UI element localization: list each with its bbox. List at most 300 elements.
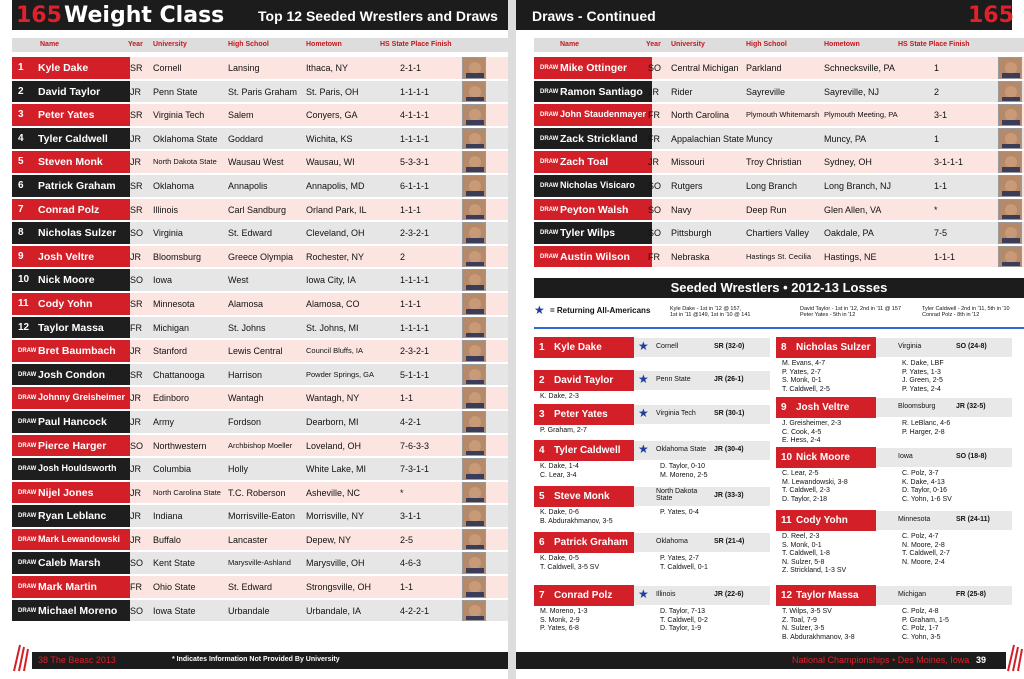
university-cell: Appalachian State xyxy=(671,133,745,144)
hometown-cell: Cleveland, OH xyxy=(306,228,365,239)
wrestler-photo xyxy=(462,151,486,173)
seed-label: 7 xyxy=(18,203,24,215)
loss-name-tab xyxy=(534,337,634,358)
seed-label: DRAW xyxy=(18,442,37,449)
loss-info xyxy=(876,398,1012,417)
loss-entry: M. Moreno, 2-5 xyxy=(660,471,708,479)
year-cell: JR xyxy=(130,86,141,97)
wrestler-photo xyxy=(998,128,1022,150)
wrestler-photo xyxy=(462,482,486,504)
seed-label: DRAW xyxy=(18,489,37,496)
university-cell: Virginia Tech xyxy=(153,110,205,121)
photo-body xyxy=(466,498,484,504)
loss-info xyxy=(876,511,1012,530)
hometown-cell: Strongsville, OH xyxy=(306,582,372,593)
table-row xyxy=(12,103,508,127)
loss-university: Minnesota xyxy=(898,516,931,523)
loss-entry: D. Taylor, 0-10 xyxy=(660,463,706,470)
wrestler-name: Kyle Dake xyxy=(38,62,89,74)
seed-label: 10 xyxy=(18,274,30,286)
loss-list xyxy=(660,463,707,480)
university-cell: North Dakota State xyxy=(153,157,217,167)
wrestler-name: Zach Toal xyxy=(560,156,609,169)
table-row xyxy=(12,434,508,458)
loss-list xyxy=(660,608,708,634)
table-row xyxy=(12,457,508,481)
high-school-cell: St. Johns xyxy=(228,322,266,333)
col-finish: HS State Place Finish xyxy=(898,41,970,48)
table-row xyxy=(12,551,508,575)
loss-name: Nicholas Sulzer xyxy=(796,342,871,353)
wrestler-name: Josh Houldsworth xyxy=(38,463,117,474)
loss-list xyxy=(902,470,952,504)
wrestler-name: Pierce Harger xyxy=(38,439,107,452)
loss-seed: 5 xyxy=(539,491,545,502)
loss-university: Cornell xyxy=(656,343,679,350)
wrestler-photo xyxy=(998,199,1022,221)
high-school-cell: Plymouth Whitemarsh xyxy=(746,110,820,120)
col-high-school: High School xyxy=(746,41,787,48)
seed-label: 5 xyxy=(18,156,24,168)
right-column-headers xyxy=(534,38,1024,52)
loss-entry: Z. Strickland, 1-3 SV xyxy=(782,567,847,575)
hometown-cell: Morrisville, NY xyxy=(306,511,365,522)
loss-info xyxy=(876,338,1012,357)
photo-body xyxy=(466,545,484,551)
high-school-cell: Chartiers Valley xyxy=(746,228,809,239)
loss-entry: C. Lear, 2-5 xyxy=(782,470,819,477)
year-cell: JR xyxy=(130,251,141,262)
table-row xyxy=(12,198,508,222)
university-cell: Iowa State xyxy=(153,605,196,616)
table-row xyxy=(12,316,508,340)
university-cell: Stanford xyxy=(153,346,188,357)
high-school-cell: Harrison xyxy=(228,369,263,380)
finish-cell: 1-1-1-1 xyxy=(400,275,430,286)
wrestler-name: Mark Martin xyxy=(38,581,97,594)
year-cell: FR xyxy=(648,110,660,121)
seed-label: 1 xyxy=(18,62,24,73)
wrestler-photo xyxy=(462,104,486,126)
university-cell: Oklahoma xyxy=(153,180,195,191)
loss-entry: K. Dake, 4-13 xyxy=(902,478,945,486)
wrestler-name: Steven Monk xyxy=(38,156,103,169)
high-school-cell: Goddard xyxy=(228,133,264,144)
wrestler-photo xyxy=(462,552,486,574)
hometown-cell: Ithaca, NY xyxy=(306,63,349,73)
year-cell: SO xyxy=(648,180,662,191)
wrestler-photo xyxy=(462,199,486,221)
table-row xyxy=(534,198,1024,222)
year-cell: SO xyxy=(130,228,144,239)
wrestler-photo xyxy=(462,600,486,622)
right-footer xyxy=(516,652,1006,669)
loss-entry: D. Taylor, 2-18 xyxy=(782,495,828,503)
loss-seed: 8 xyxy=(781,342,787,353)
loss-entry: N. Moore, 2-4 xyxy=(902,558,945,566)
blue-divider xyxy=(534,327,1024,329)
table-row xyxy=(534,80,1024,104)
table-row xyxy=(534,245,1024,269)
photo-body xyxy=(466,356,484,362)
table-row xyxy=(12,292,508,316)
photo-body xyxy=(466,616,484,622)
loss-entry: D. Taylor, 1-9 xyxy=(660,625,702,633)
col-year: Year xyxy=(646,41,661,48)
loss-name-tab xyxy=(776,510,876,531)
loss-box xyxy=(534,486,770,507)
photo-body xyxy=(466,191,484,197)
finish-cell: 6-1-1-1 xyxy=(400,180,430,191)
hometown-cell: Conyers, GA xyxy=(306,110,358,121)
loss-list xyxy=(540,463,579,480)
loss-entry: N. Sulzer, 3-5 xyxy=(782,625,825,633)
hometown-cell: Sayreville, NJ xyxy=(824,86,880,97)
name-tab xyxy=(12,482,130,504)
finish-cell: 1-1-1 xyxy=(934,251,956,262)
name-tab xyxy=(12,175,130,197)
loss-record: FR (25-8) xyxy=(956,591,986,598)
table-row xyxy=(12,504,508,528)
loss-name-tab xyxy=(534,370,634,391)
high-school-cell: Salem xyxy=(228,110,254,121)
wrestler-photo xyxy=(462,246,486,268)
loss-entry: P. Graham, 2-7 xyxy=(540,427,587,434)
photo-body xyxy=(1002,191,1020,197)
right-page xyxy=(516,0,1024,679)
col-name: Name xyxy=(560,41,580,48)
finish-cell: 1 xyxy=(934,133,940,144)
wrestler-name: Nicholas Sulzer xyxy=(38,227,117,240)
loss-entry: K. Dake, 2-3 xyxy=(540,393,579,400)
photo-body xyxy=(466,333,484,339)
loss-name-tab xyxy=(776,337,876,358)
loss-box xyxy=(534,404,770,425)
university-cell: Northwestern xyxy=(153,440,207,451)
loss-entry: K. Dake, 0-5 xyxy=(540,555,579,562)
loss-entry: J. Green, 2-5 xyxy=(902,377,943,385)
loss-university: Bloomsburg xyxy=(898,403,936,410)
year-cell: FR xyxy=(130,322,142,333)
table-row xyxy=(12,221,508,245)
loss-list xyxy=(782,420,841,446)
loss-name: Steve Monk xyxy=(554,491,610,502)
claw-logo-icon xyxy=(1006,643,1024,673)
wrestler-name: Taylor Massa xyxy=(38,321,104,334)
loss-name: Cody Yohn xyxy=(796,515,848,526)
finish-cell: 4-2-2-1 xyxy=(400,605,430,616)
loss-university: Illinois xyxy=(656,591,676,598)
name-tab xyxy=(12,529,130,551)
wrestler-photo xyxy=(462,222,486,244)
photo-body xyxy=(466,73,484,79)
name-tab xyxy=(12,340,130,362)
finish-cell: 1-1-1 xyxy=(400,204,422,215)
table-row xyxy=(12,599,508,623)
photo-body xyxy=(1002,167,1020,173)
star-icon: ★ xyxy=(534,303,545,317)
loss-name-tab xyxy=(534,486,634,507)
hometown-cell: Plymouth Meeting, PA xyxy=(824,110,898,120)
loss-name: Josh Veltre xyxy=(796,402,850,413)
photo-body xyxy=(1002,144,1020,150)
loss-university: Iowa xyxy=(898,453,913,460)
photo-body xyxy=(466,403,484,409)
loss-box xyxy=(534,337,770,358)
loss-name-tab xyxy=(534,585,634,606)
seed-label: DRAW xyxy=(18,560,37,567)
seed-label: DRAW xyxy=(540,159,559,166)
high-school-cell: Marysville-Ashland xyxy=(228,558,291,568)
wrestler-photo xyxy=(462,81,486,103)
finish-cell: 1-1-1-1 xyxy=(400,133,430,144)
loss-info xyxy=(634,533,770,552)
table-row xyxy=(12,56,508,80)
name-tab xyxy=(12,81,130,103)
wrestler-name: Josh Veltre xyxy=(38,250,95,263)
university-cell: Chattanooga xyxy=(153,369,205,380)
loss-entry: P. Yates, 2-7 xyxy=(660,555,699,562)
university-cell: Oklahoma State xyxy=(153,133,218,144)
loss-list xyxy=(902,420,950,437)
loss-entry: C. Yohn, 1-6 SV xyxy=(902,495,952,503)
wrestler-photo xyxy=(462,128,486,150)
finish-cell: 1-1-1-1 xyxy=(400,322,430,333)
right-page-number: 39 xyxy=(976,655,987,665)
losses-title: Seeded Wrestlers • 2012-13 Losses xyxy=(534,278,1024,298)
col-name: Name xyxy=(40,41,60,48)
hometown-cell: Glen Allen, VA xyxy=(824,204,882,215)
name-tab xyxy=(12,128,130,150)
name-tab xyxy=(534,222,652,244)
finish-cell: 5-1-1-1 xyxy=(400,369,430,380)
loss-entry: M. Evans, 4-7 xyxy=(782,360,826,367)
high-school-cell: Troy Christian xyxy=(746,157,802,168)
hometown-cell: Depew, NY xyxy=(306,534,352,545)
hometown-cell: Annapolis, MD xyxy=(306,180,365,191)
loss-seed: 11 xyxy=(781,515,792,526)
loss-entry: T. Caldwell, 2-3 xyxy=(782,487,830,495)
high-school-cell: Morrisville-Eaton xyxy=(228,511,296,522)
university-cell: Michigan xyxy=(153,322,190,333)
high-school-cell: Wausau West xyxy=(228,157,284,168)
wrestler-photo xyxy=(462,269,486,291)
loss-entry: N. Sulzer, 5-8 xyxy=(782,558,825,566)
finish-cell: 2-3-2-1 xyxy=(400,346,430,357)
seed-label: DRAW xyxy=(540,230,559,237)
loss-entry: C. Polz, 1-7 xyxy=(902,625,939,633)
hometown-cell: Sydney, OH xyxy=(824,157,872,168)
year-cell: JR xyxy=(648,157,659,168)
seed-label: DRAW xyxy=(18,584,37,591)
table-row xyxy=(534,174,1024,198)
hometown-cell: Oakdale, PA xyxy=(824,228,874,239)
table-row xyxy=(12,363,508,387)
wrestler-name: Josh Condon xyxy=(38,368,106,381)
left-page xyxy=(0,0,508,679)
wrestler-name: Michael Moreno xyxy=(38,604,118,617)
name-tab xyxy=(534,246,652,268)
aa-note-2-line2: Peter Yates - 5th in '12 xyxy=(800,312,856,318)
high-school-cell: Lancaster xyxy=(228,534,268,545)
loss-university: Oklahoma xyxy=(656,538,688,545)
photo-body xyxy=(466,592,484,598)
high-school-cell: T.C. Roberson xyxy=(228,487,286,498)
hometown-cell: Alamosa, CO xyxy=(306,298,360,309)
table-row xyxy=(12,386,508,410)
hometown-cell: Orland Park, IL xyxy=(306,204,367,215)
loss-info xyxy=(634,405,770,424)
finish-cell: 7-5 xyxy=(934,228,948,239)
loss-entry: D. Taylor, 7-13 xyxy=(660,608,706,615)
finish-cell: 3-1-1 xyxy=(400,511,422,522)
loss-entry: T. Wilps, 3-5 SV xyxy=(782,608,832,615)
finish-cell: 5-3-3-1 xyxy=(400,157,430,168)
loss-entry: T. Caldwell, 2-7 xyxy=(902,550,950,558)
finish-cell: 2-1-1 xyxy=(400,63,422,73)
year-cell: SR xyxy=(130,180,143,191)
loss-university: Virginia Tech xyxy=(656,410,696,417)
wrestler-name: Ryan Leblanc xyxy=(38,510,107,523)
finish-cell: 1 xyxy=(934,63,940,73)
seed-label: DRAW xyxy=(18,466,37,473)
finish-cell: * xyxy=(400,487,404,498)
loss-name-tab xyxy=(534,440,634,461)
name-tab xyxy=(12,364,130,386)
loss-name-tab xyxy=(534,532,634,553)
table-row xyxy=(534,221,1024,245)
university-cell: Army xyxy=(153,416,174,427)
year-cell: SR xyxy=(130,63,143,73)
loss-entry: P. Graham, 1-5 xyxy=(902,616,949,624)
year-cell: SR xyxy=(130,298,143,309)
loss-university: North Dakota State xyxy=(656,488,698,502)
wrestler-photo xyxy=(998,151,1022,173)
aa-note-3-line1: Tyler Caldwell - 2nd in '11, 5th in '10 xyxy=(922,306,1010,312)
loss-record: JR (30-4) xyxy=(714,446,744,453)
loss-name: David Taylor xyxy=(554,375,614,386)
hometown-cell: Dearborn, MI xyxy=(306,416,359,427)
finish-cell: 3-1-1-1 xyxy=(934,157,964,168)
university-cell: Navy xyxy=(671,204,692,215)
high-school-cell: Carl Sandburg xyxy=(228,204,287,215)
year-cell: JR xyxy=(130,464,141,475)
high-school-cell: Urbandale xyxy=(228,605,270,616)
wrestler-name: Ramon Santiago xyxy=(560,85,643,98)
left-column-headers xyxy=(12,38,508,52)
legend-text: = Returning All-Americans xyxy=(550,306,651,315)
hometown-cell: Wichita, KS xyxy=(306,133,353,144)
year-cell: SO xyxy=(648,63,662,73)
high-school-cell: Fordson xyxy=(228,416,262,427)
high-school-cell: West xyxy=(228,275,249,286)
hometown-cell: Asheville, NC xyxy=(306,487,361,498)
loss-list xyxy=(660,509,699,518)
loss-box xyxy=(776,585,1012,606)
loss-list xyxy=(782,533,846,576)
page-gutter xyxy=(508,0,516,679)
name-tab xyxy=(12,576,130,598)
name-tab xyxy=(12,600,130,622)
col-finish: HS State Place Finish xyxy=(380,41,452,48)
wrestler-photo xyxy=(998,175,1022,197)
name-tab xyxy=(12,151,130,173)
finish-cell: 4-1-1-1 xyxy=(400,110,430,121)
right-wrestler-table xyxy=(534,56,1024,268)
wrestler-photo xyxy=(462,458,486,480)
loss-list xyxy=(540,555,599,572)
high-school-cell: Deep Run xyxy=(746,204,787,215)
university-cell: Ohio State xyxy=(153,582,196,593)
weight-number: 165 xyxy=(16,3,62,28)
university-cell: Central Michigan xyxy=(671,63,739,73)
loss-record: SR (24-11) xyxy=(956,516,990,523)
loss-seed: 9 xyxy=(781,402,787,413)
loss-university: Penn State xyxy=(656,376,691,383)
high-school-cell: Sayreville xyxy=(746,86,786,97)
loss-entry: T. Caldwell, 1-8 xyxy=(782,550,830,558)
university-cell: Edinboro xyxy=(153,393,190,404)
loss-box xyxy=(776,447,1012,468)
wrestler-name: Caleb Marsh xyxy=(38,557,101,570)
draws-continued-title: Draws - Continued xyxy=(532,8,656,24)
aa-note-3-line2: Conrad Polz - 8th in '12 xyxy=(922,312,980,318)
loss-entry: M. Lewandowski, 3-8 xyxy=(782,478,848,486)
loss-record: SR (32-0) xyxy=(714,343,745,350)
photo-body xyxy=(466,167,484,173)
university-cell: Buffalo xyxy=(153,534,181,545)
wrestler-name: Patrick Graham xyxy=(38,179,116,192)
photo-body xyxy=(466,144,484,150)
loss-entry: T. Caldwell, 2-5 xyxy=(782,385,830,393)
year-cell: SR xyxy=(130,110,143,121)
finish-cell: 4-6-3 xyxy=(400,558,422,569)
photo-body xyxy=(466,474,484,480)
finish-cell: 7-3-1-1 xyxy=(400,464,430,475)
loss-record: JR (33-3) xyxy=(714,492,744,499)
loss-box xyxy=(776,337,1012,358)
wrestler-photo xyxy=(462,505,486,527)
left-wrestler-table xyxy=(12,56,508,622)
seed-label: DRAW xyxy=(18,395,37,402)
loss-entry: J. Greisheimer, 2-3 xyxy=(782,420,842,427)
wrestler-name: Mike Ottinger xyxy=(560,62,628,74)
loss-entry: T. Caldwell, 3-5 SV xyxy=(540,563,600,571)
name-tab xyxy=(12,505,130,527)
photo-body xyxy=(466,120,484,126)
seed-label: DRAW xyxy=(540,88,559,95)
table-row xyxy=(12,410,508,434)
table-row xyxy=(534,150,1024,174)
photo-body xyxy=(1002,262,1020,268)
year-cell: SO xyxy=(130,275,144,286)
seed-label: 8 xyxy=(18,227,24,239)
loss-name-tab xyxy=(534,404,634,425)
loss-name: Patrick Graham xyxy=(554,537,628,548)
high-school-cell: Lewis Central xyxy=(228,346,283,357)
wrestler-photo xyxy=(998,57,1022,79)
loss-box xyxy=(776,510,1012,531)
loss-name: Peter Yates xyxy=(554,409,608,420)
loss-record: SR (30-1) xyxy=(714,410,745,417)
hometown-cell: Council Bluffs, IA xyxy=(306,346,363,356)
wrestler-photo xyxy=(998,81,1022,103)
year-cell: JR xyxy=(130,416,141,427)
seed-label: 12 xyxy=(18,321,30,333)
table-row xyxy=(12,575,508,599)
aa-note-3 xyxy=(922,306,1010,318)
loss-entry: S. Monk, 0-1 xyxy=(782,377,822,385)
